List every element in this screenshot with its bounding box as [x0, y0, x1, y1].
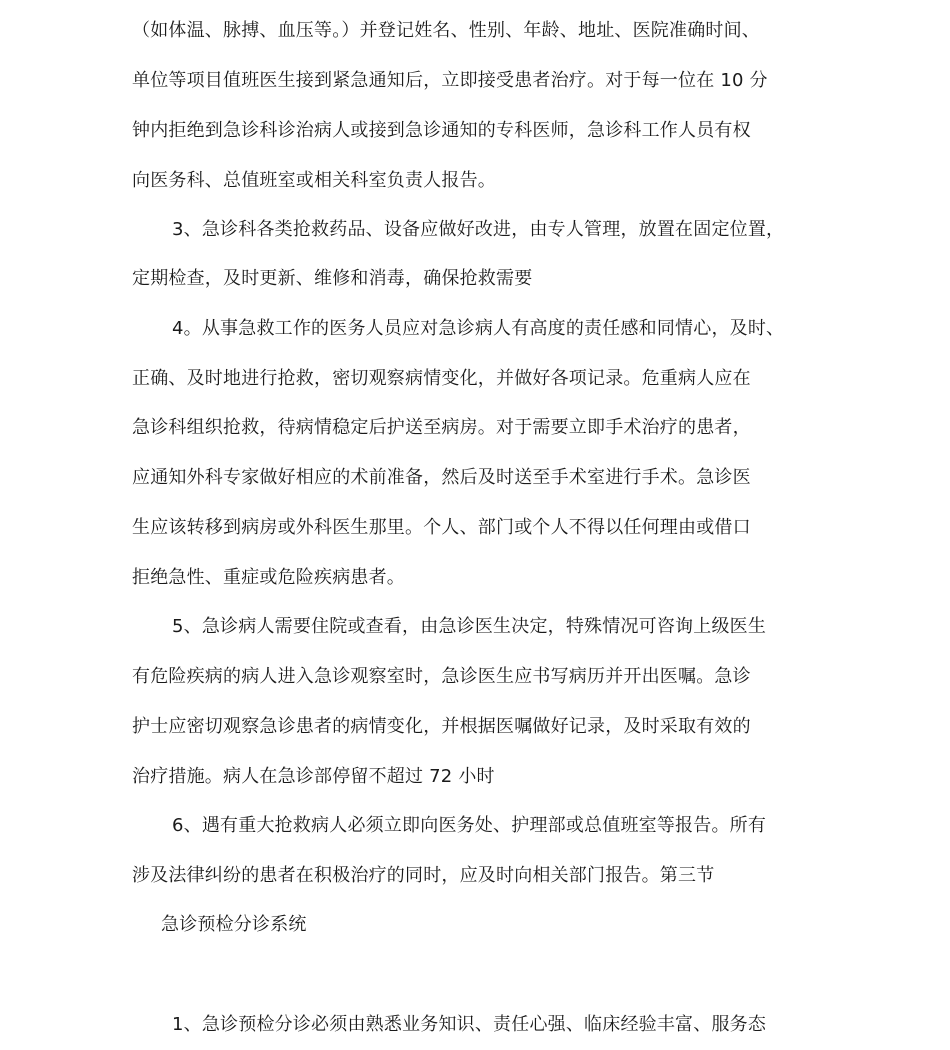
paragraph-6-line-1: 6、遇有重大抢救病人必须立即向医务处、护理部或总值班室等报告。所有 — [172, 815, 767, 836]
paragraph-7-line-1: 1、急诊预检分诊必须由熟悉业务知识、责任心强、临床经验丰富、服务态 — [172, 1014, 767, 1035]
paragraph-5-line-1: 5、急诊病人需要住院或查看，由急诊医生决定，特殊情况可咨询上级医生 — [172, 616, 767, 637]
paragraph-3-line-1: 3、急诊科各类抢救药品、设备应做好改进，由专人管理，放置在固定位置， — [172, 219, 785, 240]
paragraph-4-line-6: 拒绝急性、重症或危险疾病患者。 — [132, 567, 405, 588]
text-line-2: 单位等项目值班医生接到紧急通知后，立即接受患者治疗。对于每一位在 10 分 — [132, 70, 768, 91]
paragraph-6-line-2: 涉及法律纠纷的患者在积极治疗的同时，应及时向相关部门报告。第三节 — [132, 865, 715, 886]
paragraph-4-line-4: 应通知外科专家做好相应的术前准备，然后及时送至手术室进行手术。急诊医 — [132, 467, 751, 488]
section-heading: 急诊预检分诊系统 — [161, 914, 307, 935]
text-line-3: 钟内拒绝到急诊科诊治病人或接到急诊通知的专科医师，急诊科工作人员有权 — [132, 120, 751, 141]
paragraph-5-line-3: 护士应密切观察急诊患者的病情变化，并根据医嘱做好记录，及时采取有效的 — [132, 716, 751, 737]
text-line-1: （如体温、脉搏、血压等。）并登记姓名、性别、年龄、地址、医院准确时间、 — [132, 20, 760, 41]
paragraph-4-line-5: 生应该转移到病房或外科医生那里。个人、部门或个人不得以任何理由或借口 — [132, 517, 751, 538]
paragraph-4-line-3: 急诊科组织抢救，待病情稳定后护送至病房。对于需要立即手术治疗的患者， — [132, 417, 751, 438]
paragraph-5-line-2: 有危险疾病的病人进入急诊观察室时，急诊医生应书写病历并开出医嘱。急诊 — [132, 666, 751, 687]
paragraph-3-line-2: 定期检查，及时更新、维修和消毒，确保抢救需要 — [132, 268, 533, 289]
paragraph-5-line-4: 治疗措施。病人在急诊部停留不超过 72 小时 — [132, 766, 495, 787]
text-line-4: 向医务科、总值班室或相关科室负责人报告。 — [132, 170, 496, 191]
paragraph-4-line-1: 4。从事急救工作的医务人员应对急诊病人有高度的责任感和同情心，及时、 — [172, 318, 785, 339]
paragraph-4-line-2: 正确、及时地进行抢救，密切观察病情变化，并做好各项记录。危重病人应在 — [132, 368, 751, 389]
